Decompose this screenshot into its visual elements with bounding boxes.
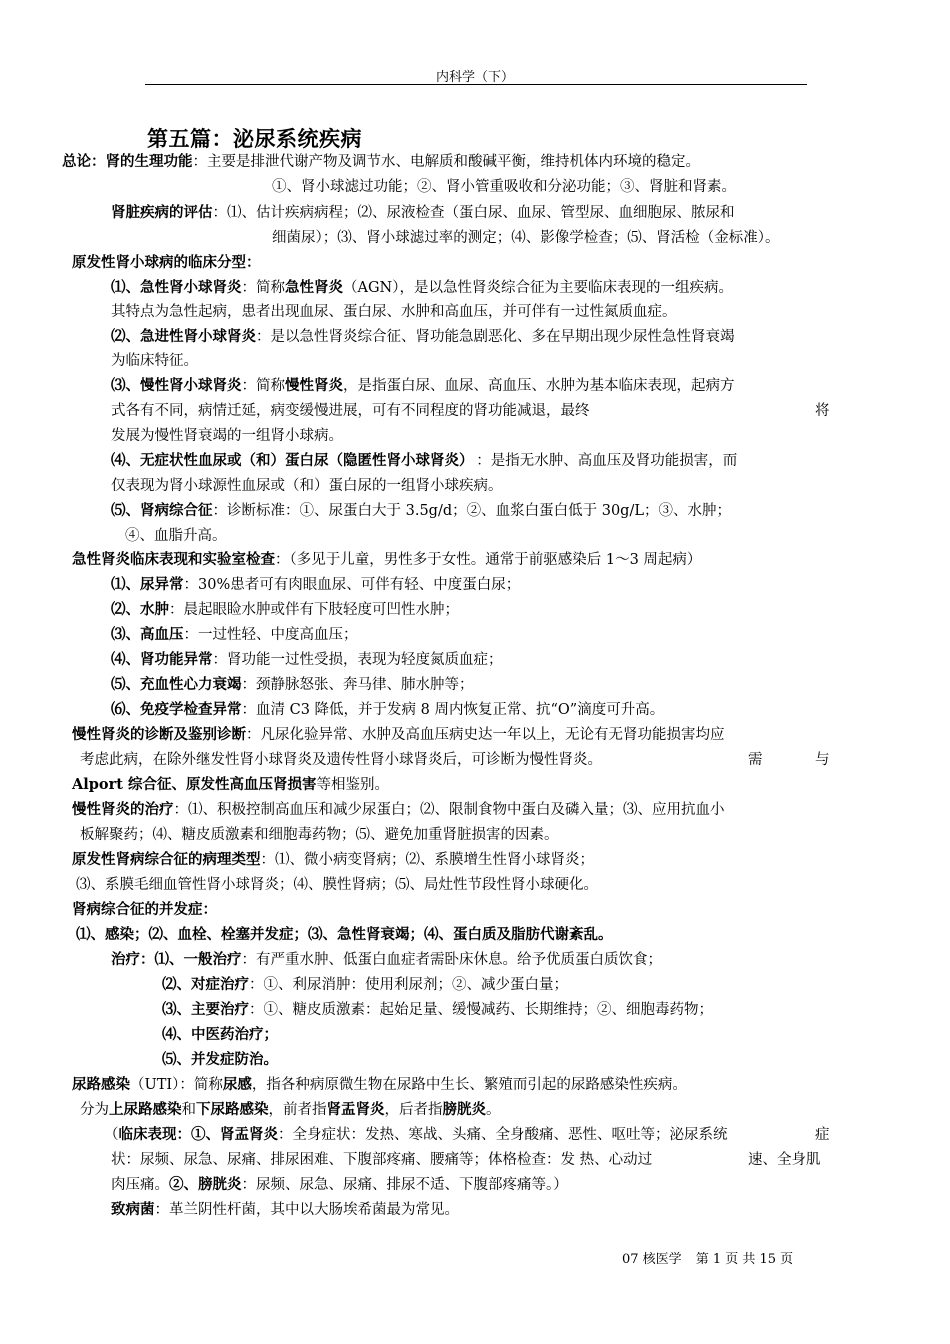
footer-course: 07 核医学 xyxy=(622,1252,682,1267)
ns-pathology-label: 原发性肾病综合征的病理类型 xyxy=(72,851,261,868)
acute-item-text: ：颈静脉怒张、奔马律、肺水肿等； xyxy=(241,677,474,693)
treatment-1-text: ：有严重水肿、低蛋白血症者需卧床休息。给予优质蛋白质饮食； xyxy=(241,952,662,968)
treatment-2-label: ⑵、对症治疗 xyxy=(162,976,249,993)
acute-item-label: ⑶、高血压 xyxy=(111,626,184,643)
acute-nephritis-heading xyxy=(72,551,701,569)
ns-label: ⑸、肾病综合征 xyxy=(111,502,213,519)
chronic-dx-line-2: 考虑此病，在除外继发性肾小球肾炎及遗传性肾小球肾炎后，可诊断为慢性肾炎。 xyxy=(80,752,602,768)
uti-clinical-line-3 xyxy=(111,1176,568,1194)
eval-line-1 xyxy=(111,204,735,222)
uti-cystitis-label: ②、膀胱炎 xyxy=(169,1176,242,1193)
chronic-tx-line-1 xyxy=(72,801,725,819)
asym-line-1 xyxy=(111,452,737,470)
ns-line-1 xyxy=(111,502,731,520)
treatment-line-3 xyxy=(162,1001,713,1019)
uti-l2-b: 和 xyxy=(181,1102,196,1118)
pathogen-label: 致病菌 xyxy=(111,1201,155,1218)
acute-item-label: ⑸、充血性心力衰竭 xyxy=(111,676,242,693)
uti-text-1: （UTI）：简称 xyxy=(130,1077,223,1093)
uti-line-1 xyxy=(72,1076,687,1094)
cgn-line-2: 式各有不同，病情迁延，病变缓慢进展，可有不同程度的肾功能减退，最终 xyxy=(111,403,590,419)
treatment-1-label: ：⑴、一般治疗 xyxy=(140,951,242,968)
footer-page-number: 第 1 页 共 15 页 xyxy=(695,1252,794,1267)
acute-heading-note: ：（多见于儿童，男性多于女性。通常于前驱感染后 1～3 周起病） xyxy=(275,552,702,568)
acute-item-text: ：一过性轻、中度高血压； xyxy=(183,627,358,643)
agn-text: ：简称 xyxy=(241,280,285,296)
uti-line-2 xyxy=(80,1101,501,1119)
uti-l2-e: 。 xyxy=(486,1102,501,1118)
acute-item-text: ：晨起眼睑水肿或伴有下肢轻度可凹性水肿； xyxy=(169,602,459,618)
pathogen-line xyxy=(111,1201,459,1219)
overview-line xyxy=(62,153,700,171)
uti-clin-label: 临床表现：①、肾盂肾炎 xyxy=(118,1126,278,1143)
uti-clinical-line-1-end: 症 xyxy=(815,1127,830,1143)
acute-item xyxy=(111,676,474,694)
cgn-line-1 xyxy=(111,377,735,395)
chronic-dx-line-3 xyxy=(72,776,389,794)
acute-item-text: ：肾功能一过性受损，表现为轻度氮质血症； xyxy=(212,652,503,668)
cgn-short: 慢性肾炎 xyxy=(285,377,343,394)
lower-uti: 下尿路感染 xyxy=(196,1101,269,1118)
chapter-title: 第五篇：泌尿系统疾病 xyxy=(147,126,362,151)
treatment-3-label: ⑶、主要治疗 xyxy=(162,1001,249,1018)
treatment-line-1 xyxy=(111,951,662,969)
rpgn-line-2: 为临床特征。 xyxy=(111,353,198,369)
eval-line-2: 细菌尿）；⑶、肾小球滤过率的测定；⑷、影像学检查；⑸、肾活检（金标准）。 xyxy=(272,230,780,246)
treatment-3-text: ：①、糖皮质激素：起始足量、缓慢减药、长期维持；②、细胞毒药物； xyxy=(249,1002,713,1018)
eval-label: 肾脏疾病的评估 xyxy=(111,204,213,221)
ns-text: ：诊断标准：①、尿蛋白大于 3.5g/d；②、血浆白蛋白低于 30g/L；③、水肿； xyxy=(212,503,731,519)
physio-list: ①、肾小球滤过功能；②、肾小管重吸收和分泌功能；③、肾脏和肾素。 xyxy=(272,179,736,195)
acute-item-label: ⑴、尿异常 xyxy=(111,576,184,593)
running-header: 内科学（下） xyxy=(435,70,514,85)
overview-label: 总论： xyxy=(62,153,106,170)
ns-complications-line: ⑴、感染；⑵、血栓、栓塞并发症；⑶、急性肾衰竭；⑷、蛋白质及脂肪代谢紊乱。 xyxy=(76,926,613,943)
agn-short: 急性肾炎 xyxy=(285,279,343,296)
glomerular-types-heading: 原发性肾小球病的临床分型： xyxy=(72,254,261,271)
rpgn-text: ：是以急性肾炎综合征、肾功能急剧恶化、多在早期出现少尿性急性肾衰竭 xyxy=(256,329,735,345)
chronic-dx-need: 需 xyxy=(748,752,763,768)
agn-line-1 xyxy=(111,279,733,297)
ns-pathology-line-2: ⑶、系膜毛细血管性肾小球肾炎；⑷、膜性肾病；⑸、局灶性节段性肾小球硬化。 xyxy=(76,877,598,893)
uti-clin-l3-b: ：尿频、尿急、尿痛、排尿不适、下腹部疼痛等。） xyxy=(241,1177,568,1193)
cgn-label: ⑶、慢性肾小球肾炎 xyxy=(111,377,242,394)
physio-text: ：主要是排泄代谢产物及调节水、电解质和酸碱平衡，维持机体内环境的稳定。 xyxy=(192,154,700,170)
ns-line-2: ④、血脂升高。 xyxy=(125,528,227,544)
rpgn-label: ⑵、急进性肾小球肾炎 xyxy=(111,328,256,345)
rpgn-line-1 xyxy=(111,328,735,346)
uti-l2-c: ，前者指 xyxy=(268,1102,327,1118)
acute-heading-label: 急性肾炎临床表现和实验室检查 xyxy=(72,551,275,568)
uti-l2-d: ，后者指 xyxy=(384,1102,443,1118)
acute-item-text: ：30%患者可有肉眼血尿、可伴有轻、中度蛋白尿； xyxy=(183,577,521,593)
chronic-dx-with: 与 xyxy=(815,752,830,768)
acute-item xyxy=(111,601,459,619)
chronic-dx-text: ：凡尿化验异常、水肿及高血压病史达一年以上，无论有无肾功能损害均应 xyxy=(246,727,725,743)
chronic-tx-text: ：⑴、积极控制高血压和减少尿蛋白；⑵、限制食物中蛋白及磷入量；⑶、应用抗血小 xyxy=(173,802,725,818)
upper-uti: 上尿路感染 xyxy=(109,1101,182,1118)
asym-line-2: 仅表现为肾小球源性血尿或（和）蛋白尿的一组肾小球疾病。 xyxy=(111,478,503,494)
pyelonephritis: 肾盂肾炎 xyxy=(326,1101,385,1118)
acute-item-text: ：血清 C3 降低，并于发病 8 周内恢复正常、抗“O”滴度可升高。 xyxy=(241,702,665,718)
treatment-line-2 xyxy=(162,976,568,994)
cgn-line-2-end: 将 xyxy=(815,403,830,419)
chronic-dx-differentials: Alport 综合征、原发性高血压肾损害 xyxy=(72,776,317,793)
uti-clin-open: （ xyxy=(104,1127,119,1143)
ns-pathology-text: ：⑴、微小病变肾病；⑵、系膜增生性肾小球肾炎； xyxy=(260,852,594,868)
asym-text: ：是指无水肿、高血压及肾功能损害，而 xyxy=(476,453,738,469)
physio-label: 肾的生理功能 xyxy=(105,153,193,170)
chronic-dx-line-3-rest: 等相鉴别。 xyxy=(316,777,389,793)
cgn-text: ：简称 xyxy=(241,378,285,394)
uti-clinical-line-1 xyxy=(104,1126,728,1144)
acute-item-label: ⑷、肾功能异常 xyxy=(111,651,213,668)
uti-clinical-line-2: 状：尿频、尿急、尿痛、排尿困难、下腹部疼痛、腰痛等；体格检查：发 热、心动过 xyxy=(111,1152,653,1168)
acute-item-label: ⑹、免疫学检查异常 xyxy=(111,701,242,718)
eval-text-1: ：⑴、估计疾病病程；⑵、尿液检查（蛋白尿、血尿、管型尿、血细胞尿、脓尿和 xyxy=(212,205,735,221)
agn-text-2: （AGN），是以急性肾炎综合征为主要临床表现的一组疾病。 xyxy=(343,280,733,296)
cystitis: 膀胱炎 xyxy=(442,1101,486,1118)
acute-item xyxy=(111,626,358,644)
page-footer xyxy=(622,1248,793,1267)
treatment-line-4: ⑷、中医药治疗； xyxy=(162,1026,278,1043)
pathogen-text: ：革兰阴性杆菌，其中以大肠埃希菌最为常见。 xyxy=(154,1202,459,1218)
header-rule xyxy=(145,84,807,85)
chronic-tx-line-2: 板解聚药；⑷、糖皮质激素和细胞毒药物；⑸、避免加重肾脏损害的因素。 xyxy=(80,827,559,843)
uti-short: 尿感 xyxy=(222,1076,252,1093)
chronic-dx-label: 慢性肾炎的诊断及鉴别诊断 xyxy=(72,726,246,743)
uti-label: 尿路感染 xyxy=(72,1076,130,1093)
acute-item xyxy=(111,576,520,594)
uti-clin-text-1: ：全身症状：发热、寒战、头痛、全身酸痛、恶性、呕吐等；泌尿系统 xyxy=(278,1127,728,1143)
acute-item xyxy=(111,651,503,669)
chronic-tx-label: 慢性肾炎的治疗 xyxy=(72,801,174,818)
acute-item xyxy=(111,701,664,719)
ns-complications-heading: 肾病综合征的并发症： xyxy=(72,901,217,918)
treatment-line-5: ⑸、并发症防治。 xyxy=(162,1051,278,1068)
uti-l2-a: 分为 xyxy=(80,1102,109,1118)
cgn-line-3: 发展为慢性肾衰竭的一组肾小球病。 xyxy=(111,428,343,444)
asym-label: ⑷、无症状性血尿或（和）蛋白尿（隐匿性肾小球肾炎） xyxy=(111,452,467,469)
agn-line-2: 其特点为急性起病，患者出现血尿、蛋白尿、水肿和高血压，并可伴有一过性氮质血症。 xyxy=(111,304,677,320)
uti-clin-l3-a: 肉压痛。 xyxy=(111,1177,169,1193)
agn-label: ⑴、急性肾小球肾炎 xyxy=(111,279,242,296)
uti-clinical-line-2-end: 速、全身肌 xyxy=(748,1152,821,1168)
treatment-label: 治疗 xyxy=(111,951,140,968)
acute-item-label: ⑵、水肿 xyxy=(111,601,169,618)
treatment-2-text: ：①、利尿消肿：使用利尿剂；②、减少蛋白量； xyxy=(249,977,568,993)
ns-pathology-line-1 xyxy=(72,851,594,869)
uti-text-2: ，指各种病原微生物在尿路中生长、繁殖而引起的尿路感染性疾病。 xyxy=(251,1077,687,1093)
chronic-dx-line-1 xyxy=(72,726,725,744)
cgn-text-2: ，是指蛋白尿、血尿、高血压、水肿为基本临床表现，起病方 xyxy=(343,378,735,394)
